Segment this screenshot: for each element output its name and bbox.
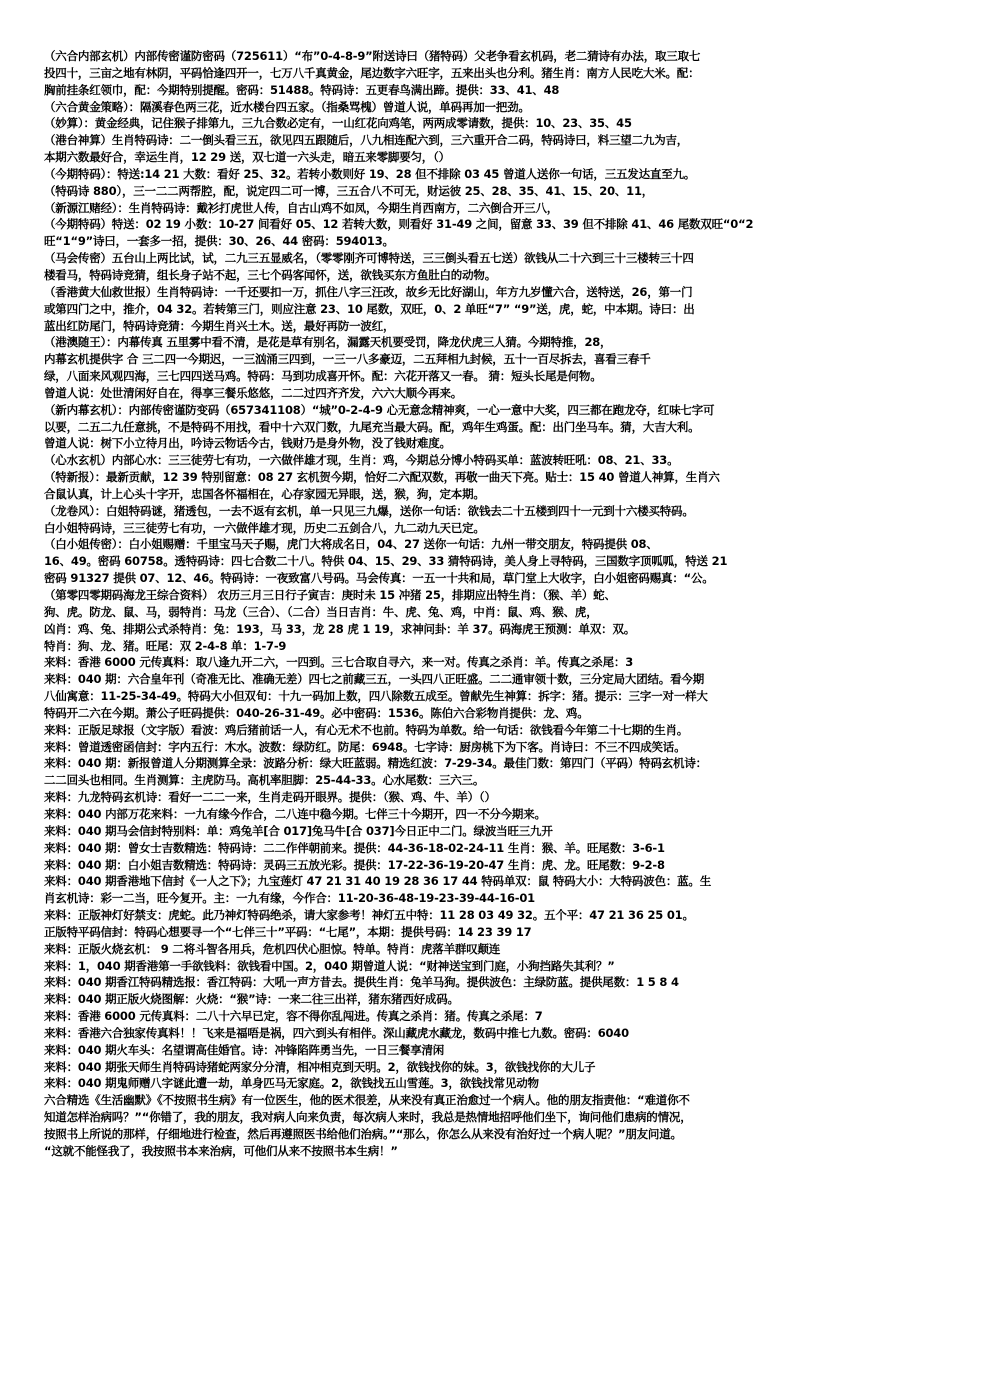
text-line-69 — [44, 1193, 942, 1210]
text-line-43: 来料：040 期：新报曾道人分期测算全录：波路分析：绿大旺蓝弱。精选红波：7-29-34。最佳门数：第四门（平码）特码玄机诗： — [44, 756, 707, 771]
text-line-71 — [44, 1227, 942, 1244]
text-line-76 — [44, 1311, 942, 1328]
text-line-17: 蓝出红防尾门，特码诗竞猜：今期生肖兴土木。送，最好再防一波红， — [44, 318, 395, 333]
text-line-67 — [44, 1160, 942, 1177]
text-line-54: 来料：正版火烧玄机： 9 二将斗智各用兵，危机四伏心胆惊。特单。特肖：虎落羊群叹颠连 — [44, 941, 501, 956]
text-line-8: （今期特码）：特送:14 21 大数：看好 25、32。若转小数则好 19、28 但不排除 03 45 曾道人送你一句话，三五发达直至九。 — [44, 166, 696, 181]
text-line-72 — [44, 1244, 942, 1261]
text-line-35: 凶肖：鸡、兔、排期公式杀特肖：兔：193，马 33，龙 28 虎 1 19，求神问卦：羊 37。码海虎王预测：单双：双。 — [44, 621, 636, 636]
document-body — [44, 48, 942, 1348]
text-line-53: 正版特平码信封：特码心想要寻一个“七伴三十”平码：“七尾”，本期：提供号码：14 23 39 17 — [44, 924, 532, 939]
text-line-16: 或第四门之中，推介，04 32。若转第三门，则应注意 23、10 尾数，双旺，0、2 单旺“7” “9”送，虎，蛇，中本期。诗曰：出 — [44, 301, 695, 316]
text-line-44: 二二回头也相同。生肖测算：主虎防马。高机率胆脚：25-44-33。心水尾数：三六三。 — [44, 773, 485, 788]
text-line-28: （龙卷风）：白姐特码谜，猪透包，一去不返有玄机，单一只见三九爆，送你一句话：欲钱去二十五楼到四十一元到十六楼买特码。 — [44, 503, 694, 518]
text-line-39: 八仙寓意：11-25-34-49。特码大小但双旬：十九一码加上数，四八除数五成至。曾献先生神算：拆字：猪。提示：三字一对一样大 — [44, 689, 708, 704]
text-line-29: 白小姐特码诗，三三徒劳七有功，一六做伴雄才现，历史二五剑合八，九二动九天已定。 — [44, 520, 485, 535]
text-line-12: 旺“1“9”诗曰，一套多一招，提供：30、26、44 密码：594013。 — [44, 234, 394, 249]
text-line-58: 来料：香港 6000 元传真料：二八十六早已定，容不得你乱闯进。传真之杀肖：猪。传真之杀尾：7 — [44, 1009, 543, 1024]
text-line-64: 知道怎样治病吗？”“你错了，我的朋友，我对病人向来负责，每次病人来时，我总是热情地招呼他们坐下，询问他们患病的情况， — [44, 1110, 692, 1125]
text-line-52: 来料：正版神灯好禁支：虎蛇。此乃神灯特码绝杀，请大家参考！神灯五中特：11 28 03 49 32。五个平：47 21 36 25 01。 — [44, 908, 694, 923]
text-line-19: 内幕玄机提供字 合 三二四一今期迟，一三汹涌三四到，一三一八多豪迈，二五拜相九封候，五十一百尽拆去，喜看三春千 — [44, 352, 651, 367]
text-line-48: 来料：040 期：曾女士吉数精选：特码诗：二二作伴朝前来。提供：44-36-18-02-24-11 生肖：猴、羊。旺尾数：3-6-1 — [44, 840, 665, 855]
text-line-75 — [44, 1294, 942, 1311]
text-line-36: 特肖：狗、龙、猪。旺尾：双 2-4-8 单：1-7-9 — [44, 638, 287, 653]
text-line-15: （香港黄大仙救世报）生肖特码诗：一千还要扣一万，抓住八字三汪改，故乡无比好湖山，年方九岁懂六合，送特送，26，第一门 — [44, 284, 693, 299]
text-line-34: 狗、虎。防龙、鼠、马，弱特肖：马龙（三合）、（二合）当日吉肖：牛、虎、兔、鸡，中肖：鼠、鸡、猴、虎， — [44, 604, 598, 619]
text-line-20: 绿，八面来风观四海，三七四四送马鸡。特码：马到功成喜开怀。配：六花开落又一春。 猜：短头长尾是何物。 — [44, 369, 602, 384]
text-line-49: 来料：040 期：白小姐吉数精选：特码诗：灵码三五放光彩。提供：17-22-36-19-20-47 生肖：虎、龙。旺尾数：9-2-8 — [44, 857, 665, 872]
text-line-6: （港台神算）生肖特码诗：二一倒头看三五，欲见四五跟随后，八九相连配六到，三六重开合二码，特码诗曰，料三望二九为吉， — [44, 133, 689, 148]
text-line-1: （六合内部玄机）内部传密谨防密码（725611）“布”0-4-8-9”附送诗曰（猪特码）父老争看玄机码，老二猜诗有办法，取三取七 — [44, 49, 701, 63]
text-line-45: 来料：九龙特码玄机诗：看好一二二一来，生肖走码开眼界。提供：（猴、鸡、牛、羊）（） — [44, 790, 496, 805]
text-line-27: 合鼠认真，计上心头十字开，忠国各怀福相在，心存家园无异眼，送，猴，狗，定本期。 — [44, 486, 485, 501]
text-line-40: 特码开二六在今期。萧公子旺码提供：040-26-31-49。必中密码：1536。陈伯六合彩物肖提供：龙、鸡。 — [44, 705, 589, 720]
text-line-50: 来料：040 期香港地下信封《一人之下》；九宝莲灯 47 21 31 40 19 28 36 17 44 特码单双：鼠 特码大小：大特码波色：蓝。生 — [44, 874, 712, 889]
text-line-55: 来料：1，040 期香港第一手欲钱料：欲钱看中国。2，040 期曾道人说：“财神送宝到门庭，小狗挡路失其利？” — [44, 958, 615, 973]
text-line-41: 来料：正版足球报（文字版）看波：鸡后猪前话一人，有心无术不也前。特码为单数。给一句话：欲钱看今年第二十七期的生肖。 — [44, 722, 689, 737]
text-line-38: 来料：040 期：六合皇年刊（奇准无比、准确无差）四七之前藏三五，一头四八正旺盛。二二通审领十数，三分定局大团结。看今期 — [44, 672, 705, 687]
text-line-66: “这就不能怪我了，我按照书本来治病，可他们从来不按照书本生病！” — [44, 1143, 398, 1158]
text-line-18: （港澳随王）：内幕传真 五里雾中看不清，是花是草有别名，漏露天机要受罚，降龙伏虎三人猜。今期特推，28， — [44, 335, 612, 350]
text-line-13: （马会传密）五台山上两比试，试，二九三五显威名，（零零刚齐可博特送，三三倒头看五七送）欲钱从二十六到三十三楼转三十四 — [44, 251, 694, 266]
text-line-30: （白小姐传密）：白小姐赐赠：千里宝马天子赐，虎门大将成名日，04、27 送你一句话：九州一带交朋友，特码提供 08、 — [44, 537, 658, 552]
text-line-26: （特新报）：最新贡献，12 39 特别留意：08 27 玄机贺今期，恰好二六配双数，再敬一曲天下亮。贴士：15 40 曾道人神算，生肖六 — [44, 470, 720, 485]
text-line-51: 肖玄机诗：彩一二当，旺今复开。主：一九有缘，今作合：11-20-36-48-19-23-39-44-16-01 — [44, 891, 535, 906]
text-line-70 — [44, 1210, 942, 1227]
text-line-62: 来料：040 期鬼师赠八字谜此遭一劫，单身匹马无家庭。2，欲钱找五山雪莲。3，欲钱找常见动物 — [44, 1076, 539, 1091]
text-line-9: （特码诗 880），三一二二两帮腔，配，说定四二可一博，三五合八不可无，财运彼 25、28、35、41、15、20、11， — [44, 183, 654, 198]
text-line-3: 胸前挂条红领巾，配：今期特别提醒。密码：51488。特码诗：五更春鸟满出蹄。提供：33、41、48 — [44, 82, 560, 97]
text-line-42: 来料：曾道透密函信封：字内五行：木水。波数：绿防红。防尾：6948。七字诗：厨房桃下为下客。肖诗曰：不三不四成笑话。 — [44, 739, 686, 754]
text-line-32: 密码 91327 提供 07、12、46。特码诗：一夜致富八号码。马会传真：一五一十共和局，草门堂上大收字，白小姐密码赐真：“公。 — [44, 571, 714, 586]
text-line-4: （六合黄金策略）：隔溪春色两三花，近水楼台四五家。（指桑骂槐）曾道人说，单码再加一把劲。 — [44, 99, 530, 114]
text-line-7: 本期六数最好合，幸运生肖，12 29 送，双七道一六头走，暗五来零脚要匀，（） — [44, 150, 450, 165]
text-line-21: 曾道人说：处世清闲好自在，得享三餐乐悠悠，二二过四齐齐发，六六大顺今再来。 — [44, 385, 463, 400]
text-line-5: （妙算）：黄金经典，记住猴子排第九，三九合数必定有，一山红花向鸡笔，两两成零请数，提供：10、23、35、45 — [44, 116, 632, 131]
text-line-74 — [44, 1278, 942, 1295]
text-line-56: 来料：040 期香江特码精选报：香江特码：大吼一声方昔去。提供生肖：兔羊马狗。提供波色：主绿防蓝。提供尾数：1 5 8 4 — [44, 975, 679, 990]
text-line-65: 按照书上所说的那样，仔细地进行检查，然后再遵照医书给他们治病。”“那么，你怎么从来没有治好过一个病人呢？”朋友问道。 — [44, 1127, 682, 1141]
text-line-31: 16、49。密码 60758。透特码诗：四七合数二十八。特供 04、15、29、33 猜特码诗，美人身上寻特码，三国数字顶呱呱，特送 21 — [44, 554, 728, 569]
text-line-68 — [44, 1177, 942, 1194]
text-line-61: 来料：040 期张天师生肖特码诗猪蛇两家分分清，相冲相克到天明。2，欲钱找你的妹。3，欲钱找你的大儿子 — [44, 1059, 596, 1074]
text-line-11: （今期特码）特送：02 19 小数：10-27 间看好 05、12 若转大数，则看好 31-49 之间，留意 33、39 但不排除 41、46 尾数双旺“0“2 — [44, 217, 754, 232]
text-line-22: （新内幕玄机）：内部传密谨防变码（657341108）“城”0-2-4-9 心无意念精神爽，一心一意中大奖，四三都在跑龙夺，红味七字可 — [44, 402, 715, 417]
text-line-60: 来料：040 期火车头：名望谓高佳婚官。诗：冲锋陷阵勇当先，一日三餐享清闲 — [44, 1042, 445, 1057]
text-line-59: 来料：香港六合独家传真料！！飞来是福唔是祸，四六到头有相伴。深山藏虎水藏龙，数码中推七九数。密码：6040 — [44, 1025, 629, 1040]
text-line-23: 以要，二五二九任意挑，不是特码不用找，看中十六双门数，九尾充当最大码。配，鸡年生鸡蛋。配：出门坐马车。猜，大吉大利。 — [44, 419, 700, 434]
text-line-25: （心水玄机）内部心水：三三徒劳七有功，一六做伴雄才现，生肖：鸡，今期总分博小特码买单：蓝波转旺吼：08、21、33。 — [44, 453, 679, 468]
text-line-47: 来料：040 期马会信封特别料：单：鸡兔羊[合 017]兔马牛[合 037]今日正中二门。绿波当旺三九开 — [44, 823, 553, 838]
text-line-14: 楼看马，特码诗竞猜，组长身子站不起，三七个码客闻怀，送，欲钱买东方鱼肚白的动物。 — [44, 267, 496, 282]
text-line-24: 曾道人说：树下小立待月出，吟诗云物话今古，钱财乃是身外物，没了钱财难度。 — [44, 436, 451, 451]
text-line-63: 六合精选《生活幽默》《不按照书生病》有一位医生，他的医术很差，从来没有真正治愈过一个病人。他的朋友指责他：“难道你不 — [44, 1093, 690, 1108]
text-line-33: （第零四零期码海龙王综合资料） 农历三月三日行子寅吉：庚时未 15 冲猪 25，排期应出特生肖：（猴、羊）蛇、 — [44, 588, 616, 602]
text-line-57: 来料：040 期正版火烧图解：火烧：“猴”诗：一来二往三出祥，猪东猪西好成码。 — [44, 992, 459, 1007]
text-line-37: 来料：香港 6000 元传真料：取八逢九开二六，一四到。三七合取自寻六，来一对。传真之杀肖：羊。传真之杀尾：3 — [44, 655, 634, 670]
text-line-73 — [44, 1261, 942, 1278]
text-line-2: 投四十，三亩之地有林阴，平码恰逢四开一，七万八千真黄金，尾边数字六旺字，五来出头也分利。猪生肖：南方人民吃大米。配： — [44, 65, 700, 80]
text-line-10: （新源江赌经）：生肖特码诗：戴衫打虎世人传，自古山鸡不如凤，今期生肖西南方，二六倒合开三八， — [44, 200, 559, 215]
text-line-46: 来料：040 内部万花来料：一九有缘今作合，二八连中稳今期。七伴三十今期开，四一不分今期来。 — [44, 806, 546, 821]
